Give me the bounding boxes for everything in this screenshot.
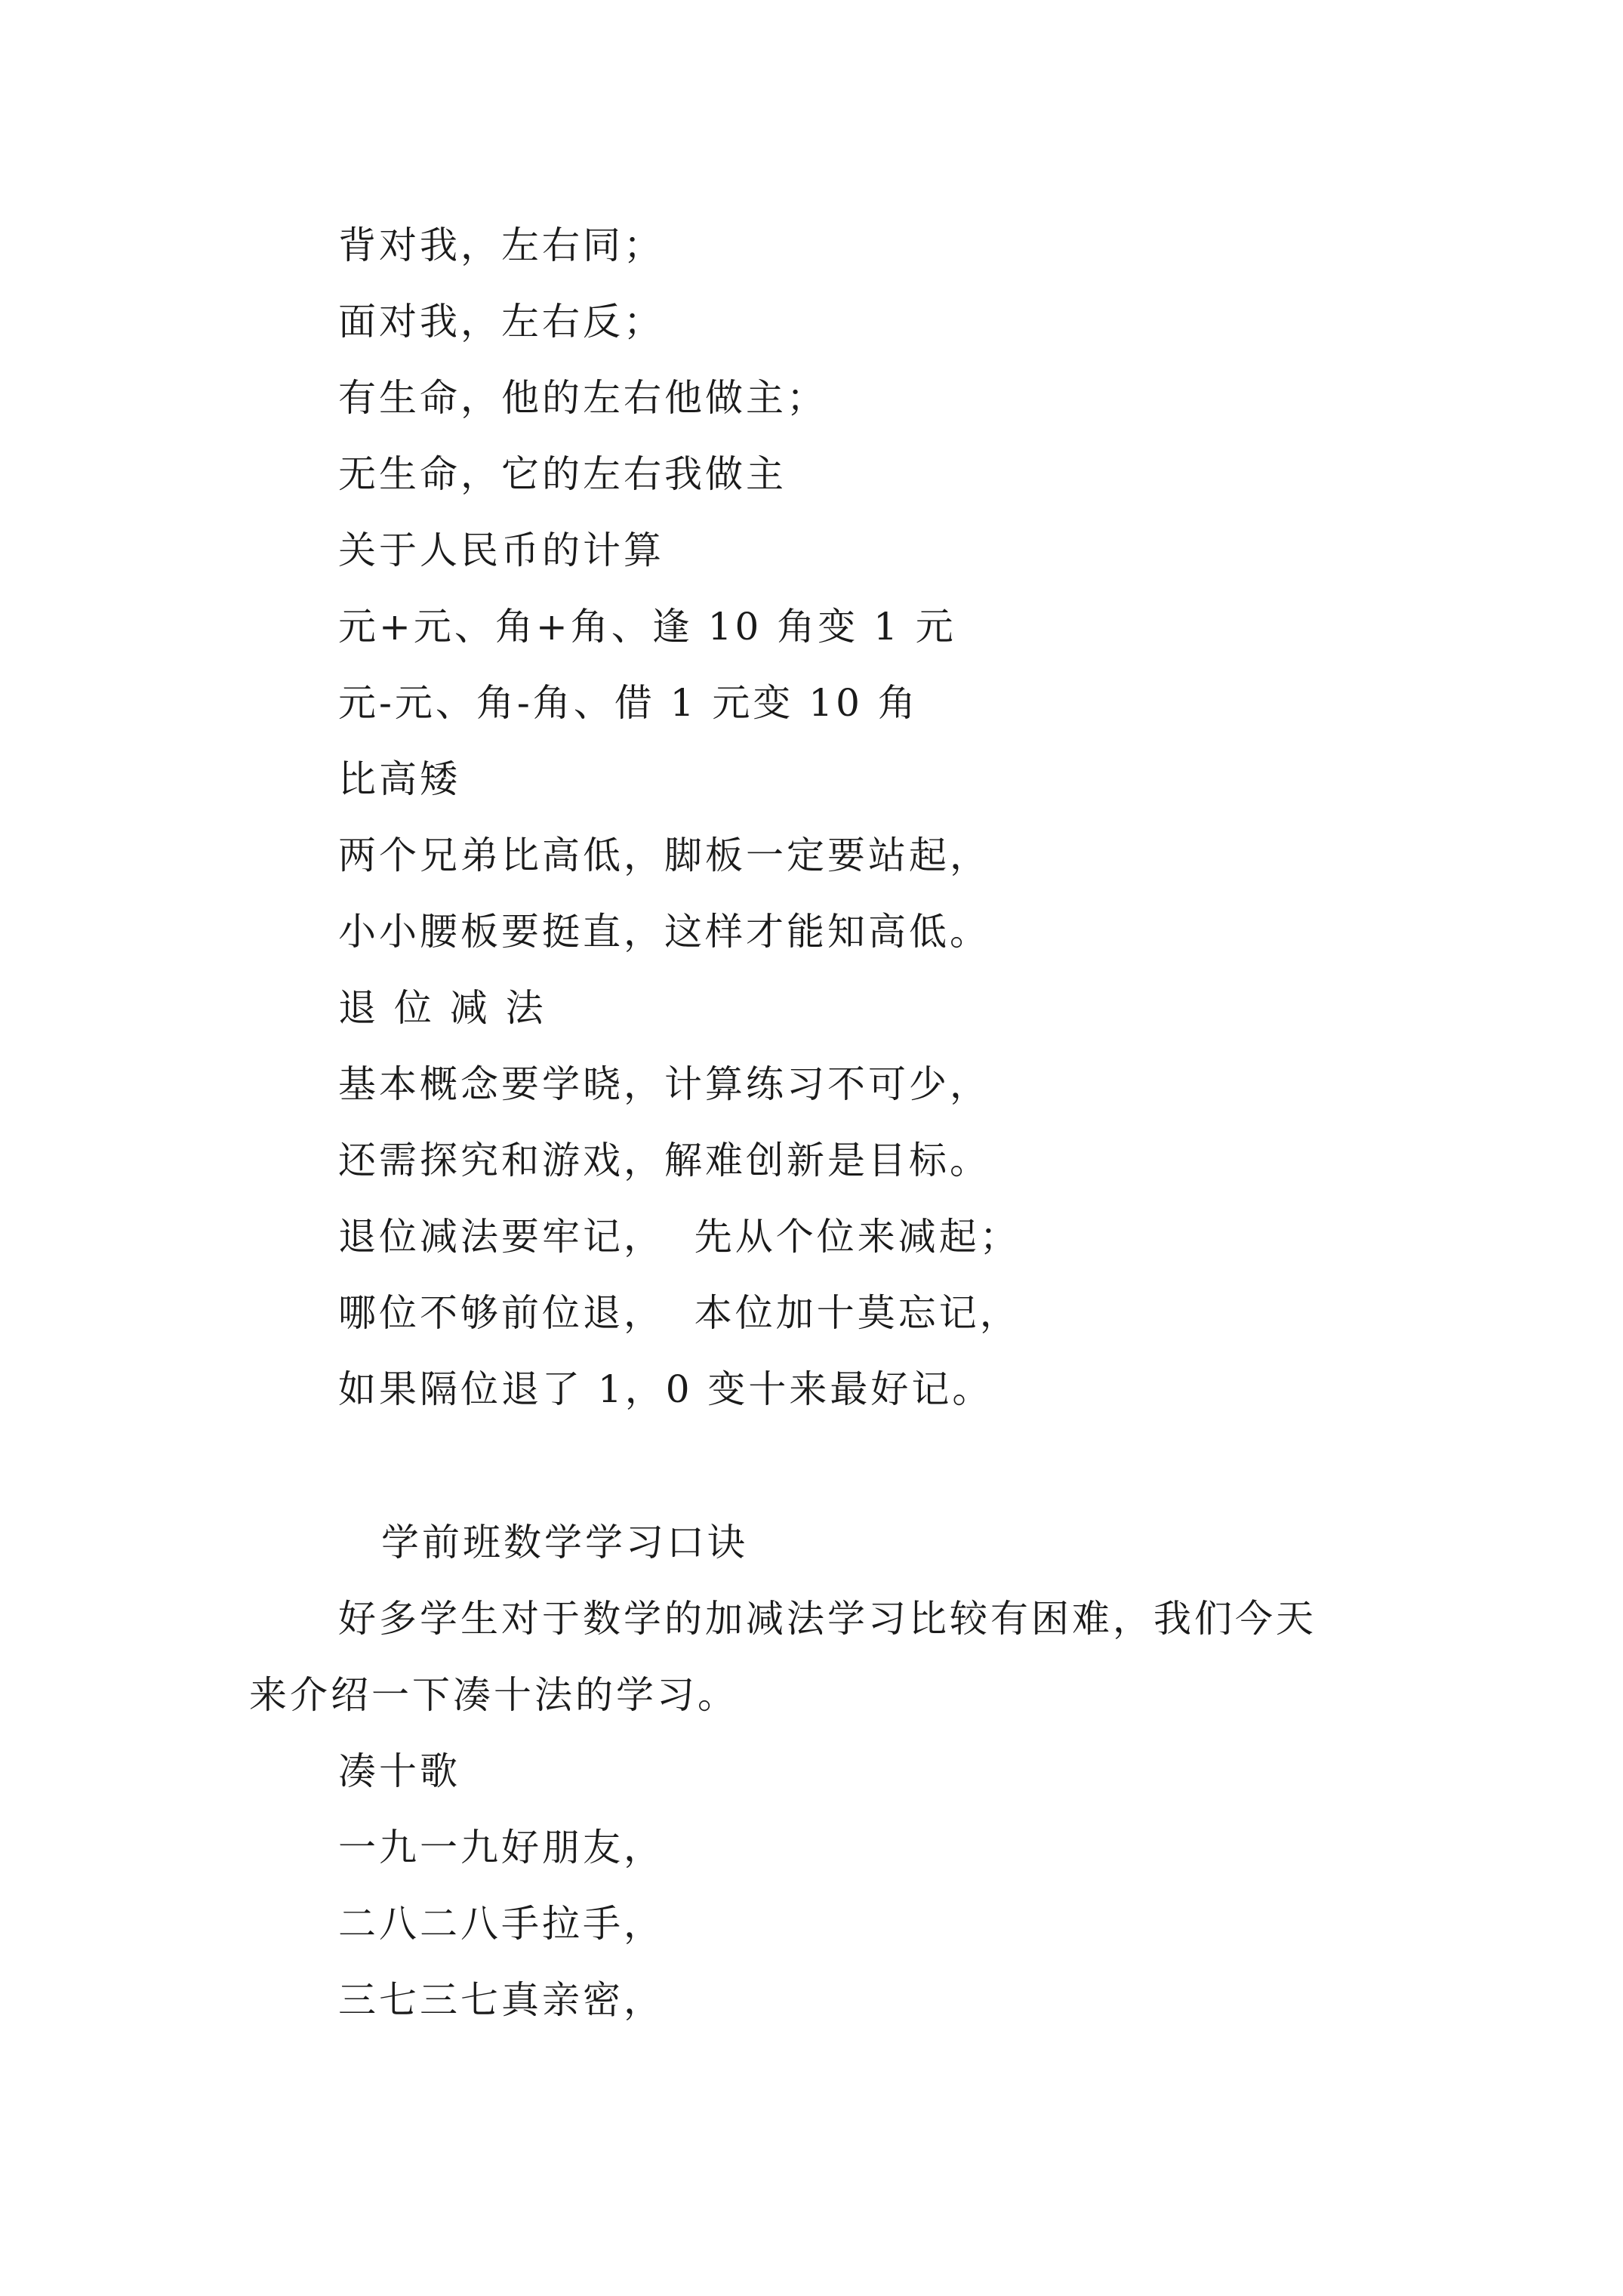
text-line: 退位减法要牢记， 先从个位来减起；	[338, 1215, 1021, 1259]
song-line: 二八二八手拉手，	[338, 1902, 664, 1946]
text-line: 两个兄弟比高低，脚板一定要站起，	[338, 834, 990, 877]
song-line: 三七三七真亲密，	[338, 1978, 664, 2022]
intro-paragraph-line: 好多学生对于数学的加减法学习比较有困难，我们今天	[338, 1597, 1317, 1641]
text-line: 有生命，他的左右他做主；	[338, 376, 827, 420]
text-line: 比高矮	[338, 757, 460, 801]
text-line: 小小腰板要挺直，这样才能知高低。	[338, 910, 990, 954]
text-line: 背对我，左右同；	[338, 223, 664, 267]
text-line: 如果隔位退了 1，0 变十来最好记。	[338, 1367, 993, 1411]
section-title: 学前班数学学习口诀	[381, 1521, 748, 1564]
song-line: 一九一九好朋友，	[338, 1826, 664, 1869]
text-line: 面对我，左右反；	[338, 300, 664, 344]
intro-paragraph-line: 来介绍一下凑十法的学习。	[249, 1673, 738, 1717]
text-line: 关于人民币的计算	[338, 529, 664, 572]
text-line: 退 位 减 法	[338, 986, 547, 1030]
text-line: 基本概念要学晓，计算练习不可少，	[338, 1062, 990, 1106]
text-line: 元-元、角-角、借 1 元变 10 角	[338, 681, 919, 725]
text-line: 哪位不够前位退， 本位加十莫忘记，	[338, 1291, 1021, 1335]
text-line: 元+元、角+角、逢 10 角变 1 元	[338, 605, 956, 649]
text-line: 还需探究和游戏，解难创新是目标。	[338, 1139, 990, 1182]
text-line: 无生命，它的左右我做主	[338, 452, 787, 496]
song-title: 凑十歌	[338, 1749, 460, 1793]
